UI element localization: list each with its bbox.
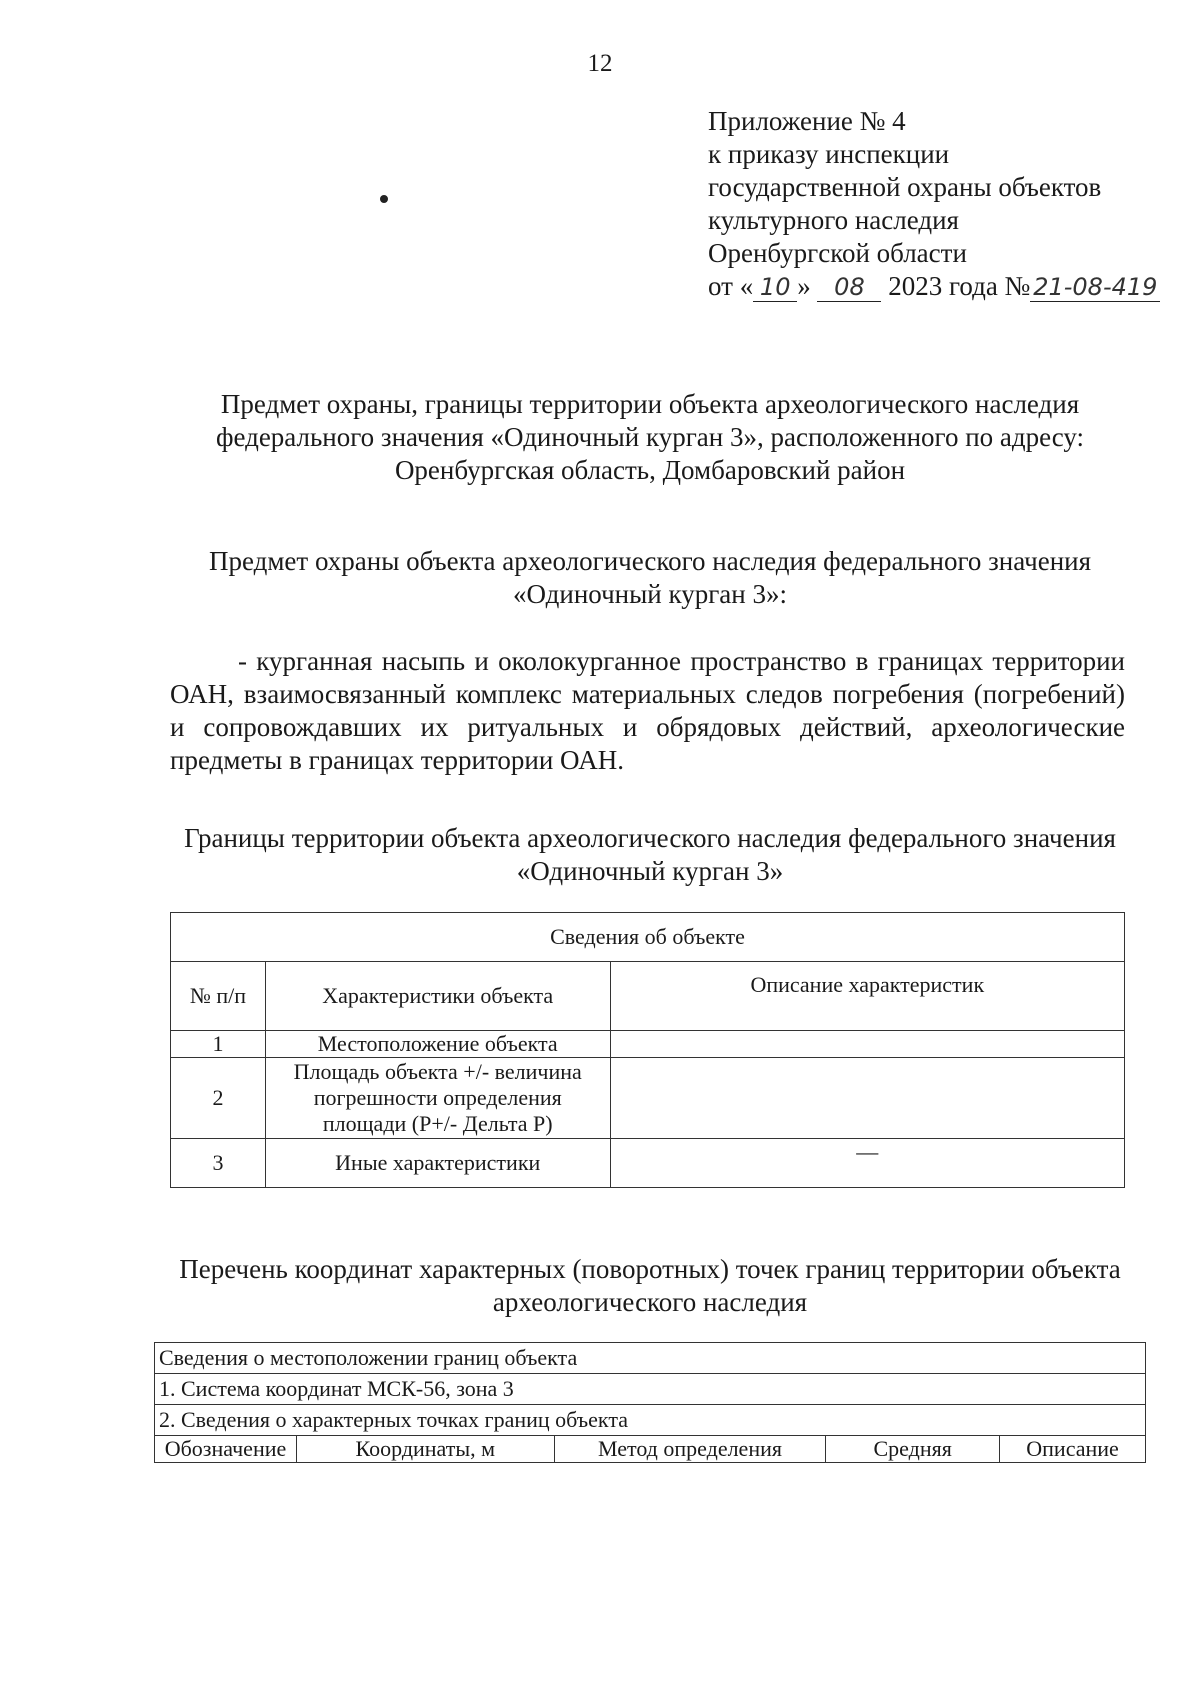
- col-designation: Обозначение: [155, 1436, 297, 1463]
- date-month: 08: [817, 273, 881, 302]
- date-year: 2023 года №: [888, 271, 1031, 301]
- date-prefix: от «: [708, 271, 754, 301]
- appendix-block: [708, 105, 1160, 303]
- order-number: 21-08-419: [1030, 273, 1160, 302]
- ink-dot: [380, 195, 388, 203]
- row-desc: [610, 1031, 1124, 1058]
- table-header-row: [171, 962, 1125, 1031]
- coords-heading: Перечень координат характерных (поворотных) точек границ территории объекта археологического наследия: [179, 1254, 1121, 1317]
- object-info-table: [170, 912, 1125, 1188]
- row-name: Местоположение объекта: [265, 1031, 610, 1058]
- col-description: Описание: [1000, 1436, 1146, 1463]
- row-num: 2: [171, 1058, 266, 1139]
- row-name: Иные характеристики: [265, 1139, 610, 1188]
- table-caption-row: [171, 913, 1125, 962]
- header-characteristics: Характеристики объекта: [265, 962, 610, 1031]
- row-desc: —: [610, 1139, 1124, 1188]
- appendix-line-5: Оренбургской области: [708, 238, 967, 268]
- document-title: Предмет охраны, границы территории объекта археологического наследия федерального значения «Одиночный курган 3», расположенного по адресу: Оренбургская область, Домбаровский район: [215, 389, 1085, 485]
- row-num: 3: [171, 1139, 266, 1188]
- table-row: [171, 1058, 1125, 1139]
- bounds-heading: Границы территории объекта археологического наследия федерального значения «Одиночный курган 3»: [184, 823, 1116, 886]
- coord-info-caption: Сведения о местоположении границ объекта: [155, 1343, 1146, 1374]
- table-caption: Сведения об объекте: [171, 913, 1125, 962]
- coord-system: 1. Система координат МСК-56, зона 3: [155, 1374, 1146, 1405]
- coord-row-points: [155, 1405, 1146, 1436]
- coord-row-info: [155, 1343, 1146, 1374]
- col-average: Средняя: [826, 1436, 1000, 1463]
- col-method: Метод определения: [554, 1436, 826, 1463]
- coordinates-table: [154, 1342, 1146, 1463]
- table-row: [171, 1139, 1125, 1188]
- subject-heading: Предмет охраны объекта археологического наследия федерального значения «Одиночный курган 3»:: [208, 546, 1092, 609]
- appendix-line-2: к приказу инспекции: [708, 139, 950, 169]
- coord-columns-row: [155, 1436, 1146, 1463]
- row-name: Площадь объекта +/- величина погрешности определения площади (P+/- Дельта P): [265, 1058, 610, 1139]
- row-desc: [610, 1058, 1124, 1139]
- appendix-line-1: Приложение № 4: [708, 106, 906, 136]
- coord-row-system: [155, 1374, 1146, 1405]
- header-description: Описание характеристик: [610, 962, 1124, 1031]
- date-day: 10: [753, 273, 797, 302]
- date-mid: »: [797, 271, 811, 301]
- table-row: [171, 1031, 1125, 1058]
- coord-points-caption: 2. Сведения о характерных точках границ объекта: [155, 1405, 1146, 1436]
- row-num: 1: [171, 1031, 266, 1058]
- col-coordinates: Координаты, м: [296, 1436, 554, 1463]
- appendix-line-4: культурного наследия: [708, 205, 959, 235]
- appendix-line-3: государственной охраны объектов: [708, 172, 1102, 202]
- header-num: № п/п: [171, 962, 266, 1031]
- subject-body: - курганная насыпь и околокурганное пространство в границах территории ОАН, взаимосвязанный комплекс материальных следов погребения (погребений) и сопровождавших их ритуальных и обрядовых действий, археологические предметы в границах территории ОАН.: [170, 646, 1125, 775]
- page-number: 12: [587, 50, 613, 77]
- appendix-date-line: [708, 270, 1160, 303]
